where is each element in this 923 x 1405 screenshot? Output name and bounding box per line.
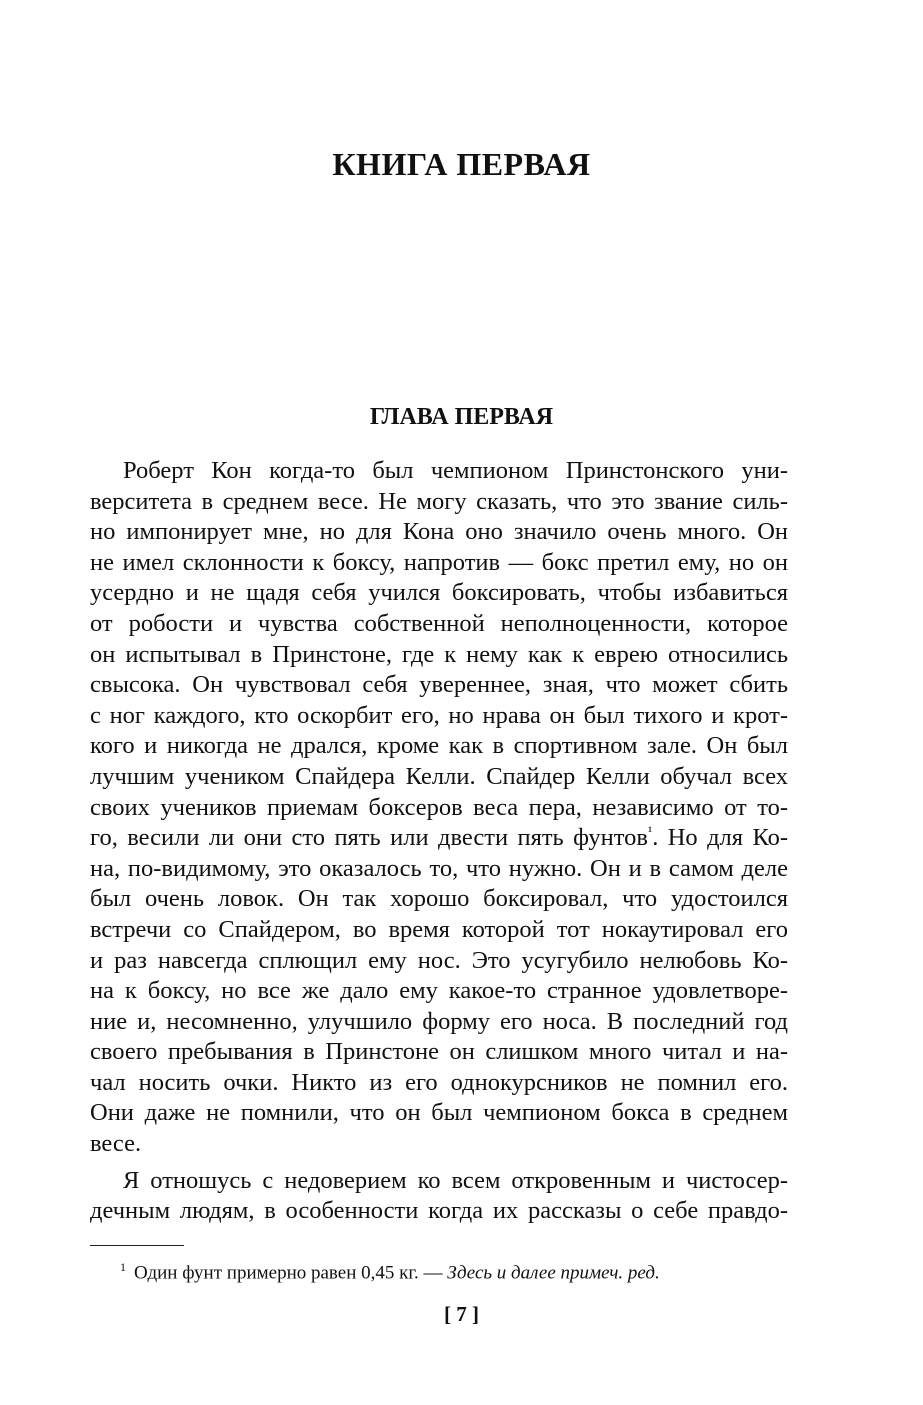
body-text — [90, 456, 788, 1227]
text-line: встречи со Спайдером, во время которой тот нокаутировал его — [90, 915, 788, 943]
text-line: был очень ловок. Он так хорошо боксировал, что удостоился — [90, 885, 788, 913]
footnote — [120, 1255, 660, 1285]
footnote-editor-note: Здесь и далее примеч. ред. — [447, 1262, 660, 1284]
footnote-text: Один фунт примерно равен 0,45 кг. — — [134, 1262, 448, 1284]
text-line: лучшим учеником Спайдера Келли. Спайдер Келли обучал всех — [90, 762, 788, 790]
text-line: го, весили ли они сто пять или двести пять фунтов$^{^1}$. Но для Ко- — [90, 824, 788, 852]
text-line: Роберт Кон когда-то был чемпионом Принстонского уни- — [123, 457, 788, 484]
text-line: Я отношусь с недоверием ко всем откровенным и чистосер- — [123, 1166, 788, 1194]
text-line: своих учеников приемам боксеров веса пера, независимо от то- — [90, 793, 788, 821]
text-line: кого и никогда не дрался, кроме как в спортивном зале. Он был — [90, 732, 788, 760]
text-line: и раз навсегда сплющил ему нос. Это усугубило нелюбовь Ко- — [90, 946, 788, 974]
page-number: [ 7 ] — [444, 1302, 479, 1326]
text-line: на, по-видимому, это оказалось то, что нужно. Он и в самом деле — [90, 854, 788, 882]
footnote-divider — [90, 1245, 184, 1246]
text-line: чал носить очки. Никто из его однокурсников не помнил его. — [90, 1068, 788, 1096]
text-line: свысока. Он чувствовал себя увереннее, зная, что может сбить — [90, 671, 788, 699]
text-line: дечным людям, в особенности когда их рассказы о себе правдо- — [90, 1197, 788, 1225]
text-line: верситета в среднем весе. Не могу сказать, что это звание силь- — [90, 487, 788, 515]
book-title: КНИГА ПЕРВАЯ — [332, 146, 591, 182]
text-line: Они даже не помнили, что он был чемпионом бокса в среднем — [90, 1099, 788, 1127]
chapter-title: ГЛАВА ПЕРВАЯ — [369, 404, 554, 430]
text-line: но импонирует мне, но для Кона оно значило очень много. Он — [90, 518, 788, 546]
text-line: с ног каждого, кто оскорбит его, но нрава он был тихого и крот- — [90, 701, 788, 729]
text-line: не имел склонности к боксу, напротив — бокс претил ему, но он — [90, 548, 788, 576]
text-line: он испытывал в Принстоне, где к нему как к еврею относились — [90, 640, 788, 668]
footnote-mark: 1 — [120, 1260, 126, 1274]
text-line: усердно и не щадя себя учился боксировать, чтобы избавиться — [90, 579, 788, 607]
text-line: ние и, несомненно, улучшило форму его носа. В последний год — [90, 1007, 788, 1035]
footnote-reference[interactable]: ¹ — [647, 824, 653, 840]
text-line: весе. — [90, 1130, 142, 1158]
text-line: на к боксу, но все же дало ему какое-то странное удовлетворе- — [90, 977, 788, 1005]
text-line: от робости и чувства собственной неполноценности, которое — [90, 609, 788, 637]
text-line: своего пребывания в Принстоне он слишком много читал и на- — [90, 1038, 788, 1066]
